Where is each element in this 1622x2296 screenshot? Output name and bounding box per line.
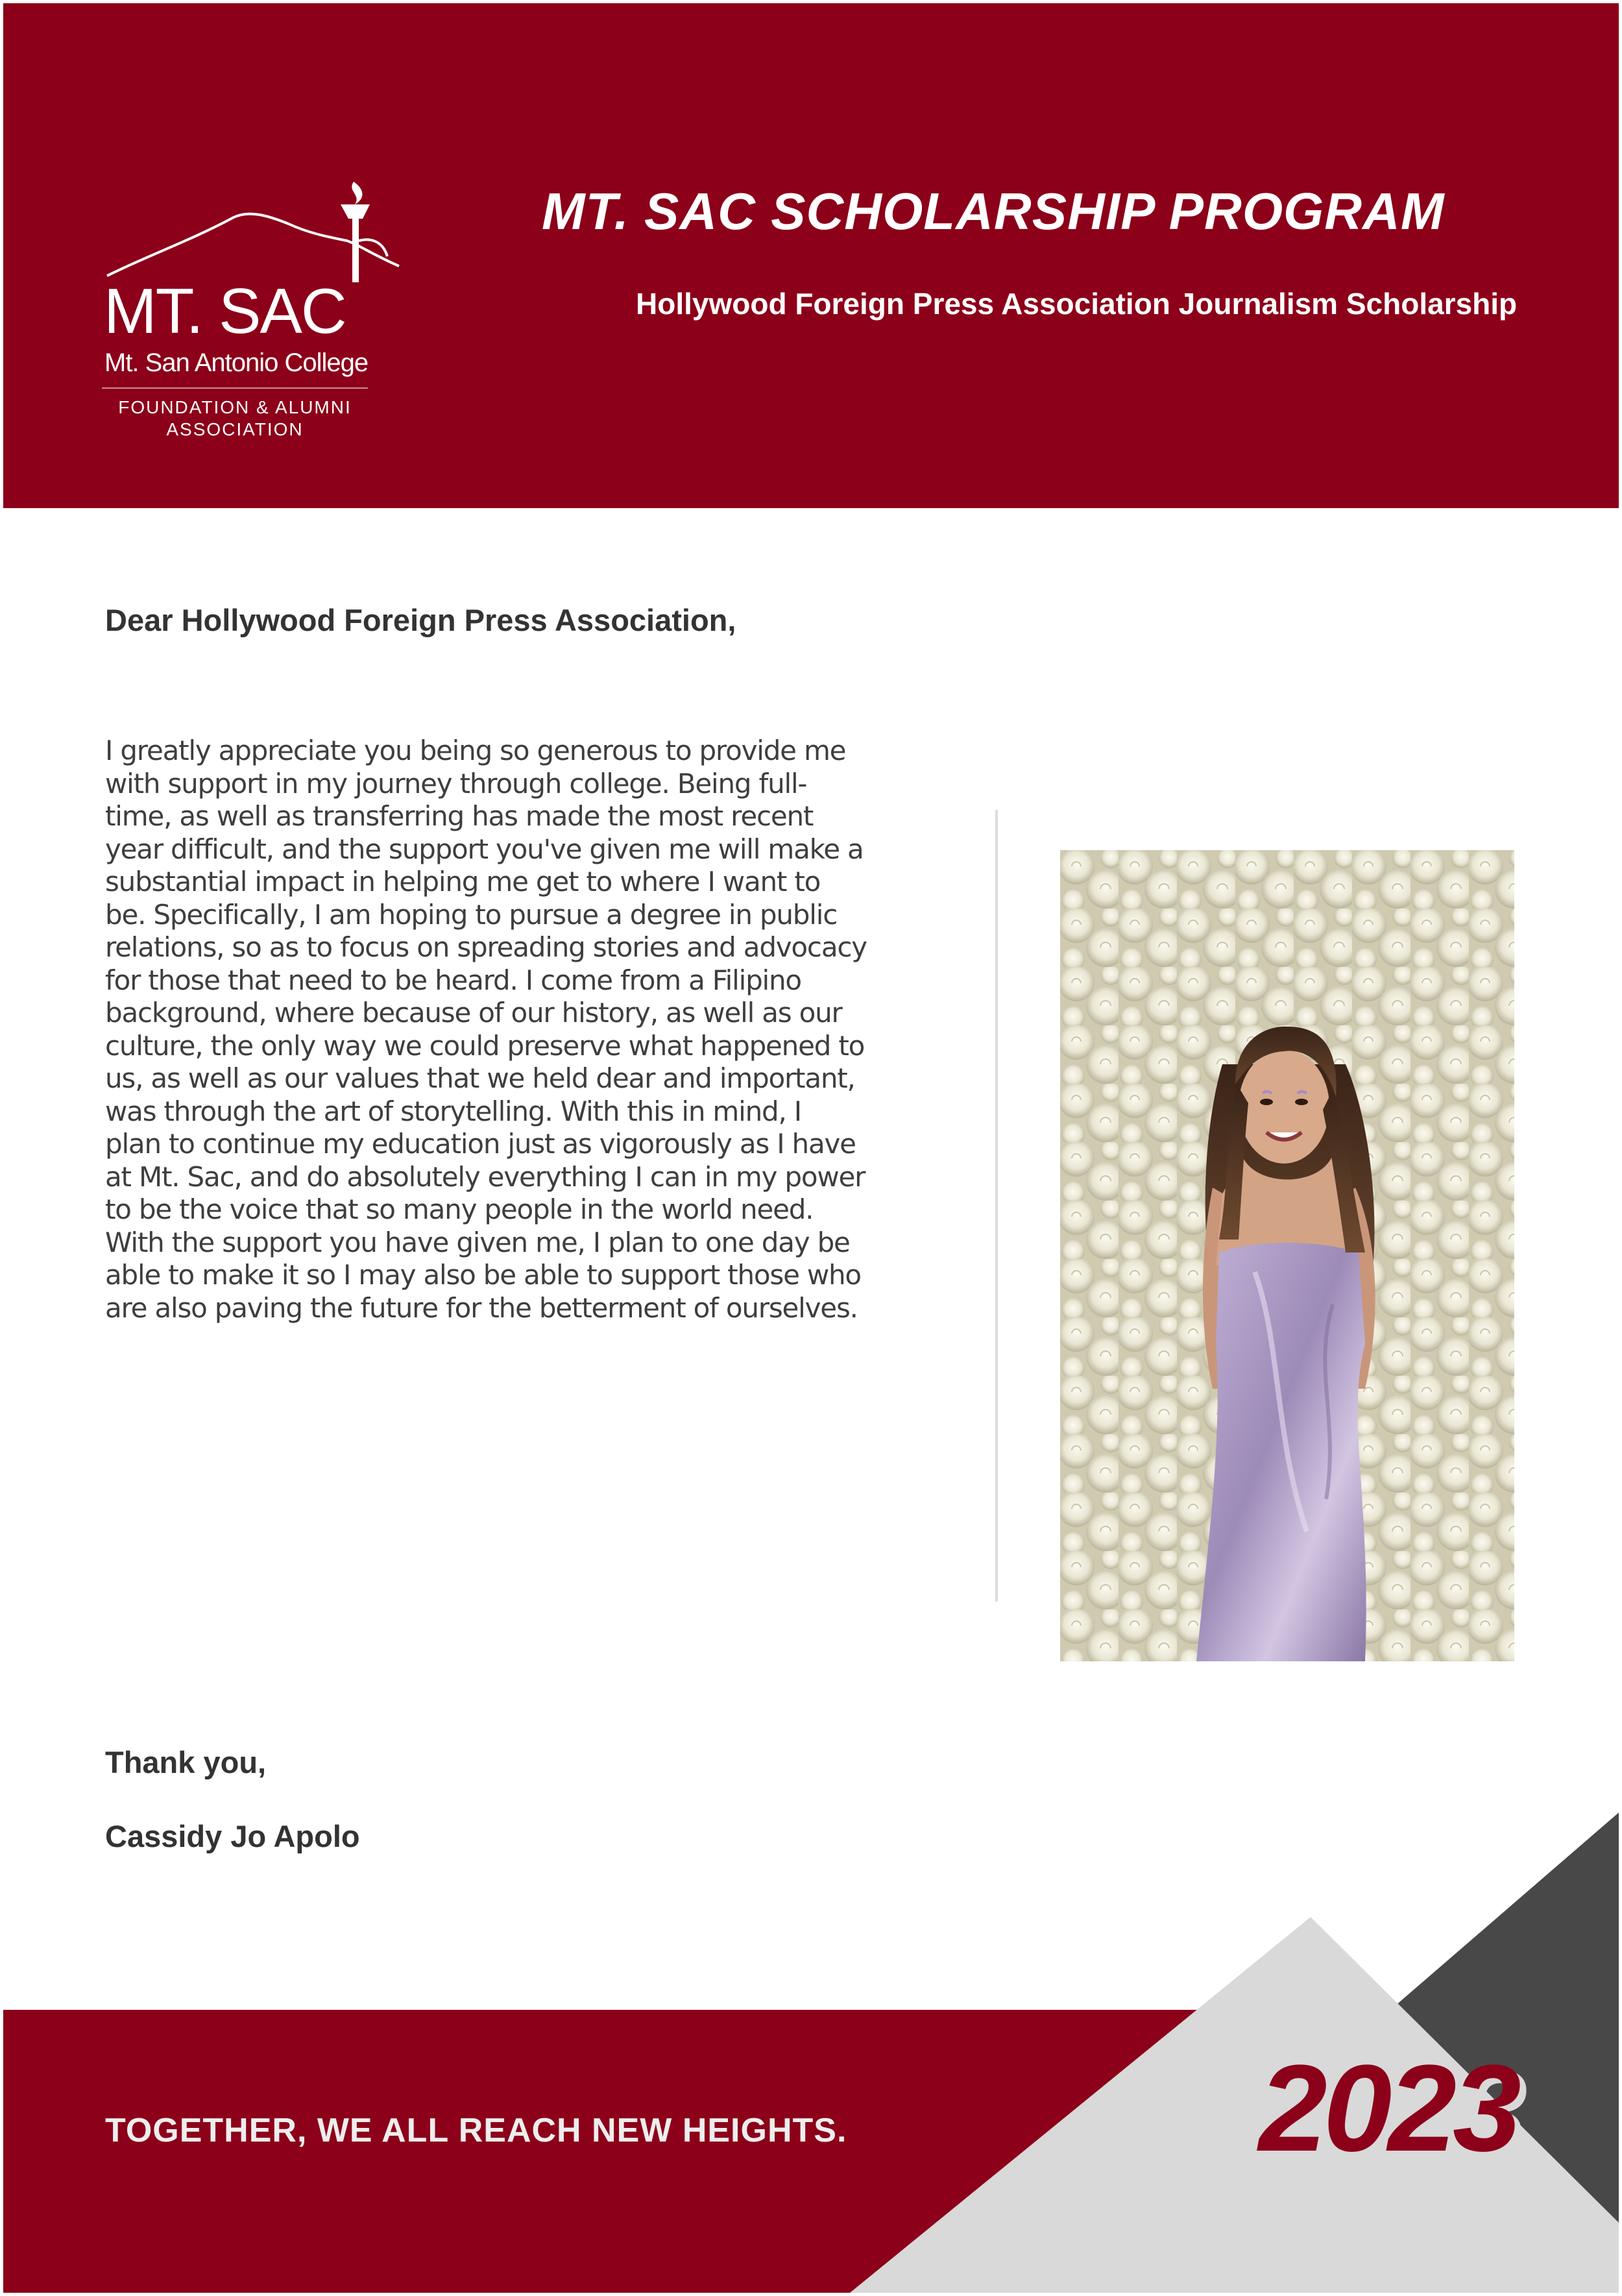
footer-year: 2023: [1259, 2040, 1518, 2177]
letter-closing: Thank you,: [105, 1745, 267, 1779]
logo-wordmark: MT. SAC: [104, 275, 346, 347]
letter-line: at Mt. Sac, and do absolutely everything I can in my power: [105, 1160, 865, 1193]
letter-signature: Cassidy Jo Apolo: [105, 1819, 360, 1853]
letter-line: substantial impact in helping me get to where I want to: [105, 866, 821, 898]
letter-line: us, as well as our values that we held dear and important,: [105, 1062, 855, 1094]
footer-tagline: TOGETHER, WE ALL REACH NEW HEIGHTS.: [105, 2112, 847, 2149]
letter-salutation: Dear Hollywood Foreign Press Association,: [105, 603, 736, 637]
letter-line: relations, so as to focus on spreading stories and advocacy: [105, 931, 867, 963]
logo-foundation-line1: FOUNDATION & ALUMNI: [118, 397, 352, 417]
letter-line: culture, the only way we could preserve what happened to: [105, 1029, 865, 1062]
letter-line: for those that need to be heard. I come from a Filipino: [105, 964, 801, 996]
letter-line: to be the voice that so many people in the world need.: [105, 1193, 814, 1225]
logo-college-name: Mt. San Antonio College: [104, 348, 369, 377]
letter-line: I greatly appreciate you being so generous to provide me: [105, 735, 846, 766]
letter-line: be. Specifically, I am hoping to pursue a degree in public: [105, 898, 838, 931]
letter-line: year difficult, and the support you've given me will make a: [105, 833, 864, 865]
scholarship-name: Hollywood Foreign Press Association Journalism Scholarship: [636, 287, 1518, 321]
letter-line: With the support you have given me, I plan to one day be: [105, 1226, 850, 1258]
letter-line: was through the art of storytelling. With this in mind, I: [105, 1095, 801, 1127]
letter-line: background, where because of our history, as well as our: [105, 997, 842, 1029]
letter-line: time, as well as transferring has made the most recent: [105, 800, 814, 832]
letter-line: with support in my journey through college. Being full-: [105, 767, 807, 800]
letter-line: able to make it so I may also be able to support those who: [105, 1259, 861, 1291]
page-title: MT. SAC SCHOLARSHIP PROGRAM: [542, 182, 1445, 240]
letter-line: are also paving the future for the betterment of ourselves.: [105, 1291, 858, 1324]
letter-line: plan to continue my education just as vigorously as I have: [105, 1128, 856, 1160]
logo-foundation-line2: ASSOCIATION: [166, 419, 304, 439]
